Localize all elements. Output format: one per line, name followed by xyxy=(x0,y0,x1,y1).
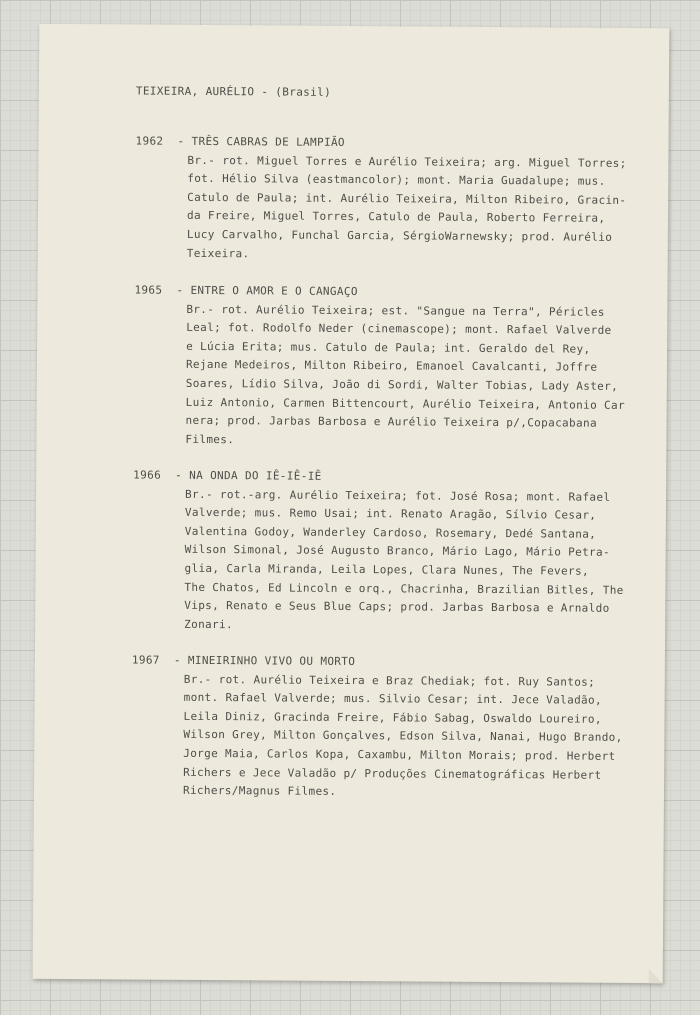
credit-line: Br.- rot. Aurélio Teixeira e Braz Chediak; fot. Ruy Santos; xyxy=(183,672,596,689)
credit-line: Leal; fot. Rodolfo Neder (cinemascope); mont. Rafael Valverde xyxy=(186,321,612,338)
credit-line: Br.- rot.-arg. Aurélio Teixeira; fot. José Rosa; mont. Rafael xyxy=(185,487,611,504)
credit-line: Wilson Grey, Milton Gonçalves, Edson Silva, Nanai, Hugo Brando, xyxy=(183,728,623,745)
credit-line: Br.- rot. Miguel Torres e Aurélio Teixeira; arg. Miguel Torres; xyxy=(187,153,627,170)
credit-line: glia, Carla Miranda, Leila Lopes, Clara Nunes, The Fevers, xyxy=(184,561,590,578)
credit-line: The Chatos, Ed Lincoln e orq., Chacrinha, Brazilian Bitles, The xyxy=(184,580,624,597)
credit-line: da Freire, Miguel Torres, Catulo de Paula, Roberto Ferreira, xyxy=(186,209,606,226)
entry-separator: - xyxy=(173,653,181,667)
credit-line: Valentina Godoy, Wanderley Cardoso, Rosemary, Dedé Santana, xyxy=(184,524,597,541)
entry-title: ENTRE O AMOR E O CANGAÇO xyxy=(190,283,358,299)
credit-line: Jorge Maia, Carlos Kopa, Caxambu, Milton Morais; prod. Herbert xyxy=(183,746,616,763)
page-heading: TEIXEIRA, AURÉLIO - (Brasil) xyxy=(135,84,332,99)
credit-line: Soares, Lídio Silva, João di Sordi, Walter Tobias, Lady Aster, xyxy=(185,376,619,393)
credit-line: nera; prod. Jarbas Barbosa e Aurélio Teixeira p/,Copacabana xyxy=(185,413,598,430)
entry-year: 1966 xyxy=(133,468,162,482)
credit-line: e Lúcia Erita; mus. Catulo de Paula; int. Geraldo del Rey, xyxy=(186,339,591,356)
credit-line: Br.- rot. Aurélio Teixeira; est. "Sangue na Terra", Péricles xyxy=(186,302,605,319)
entry-year: 1962 xyxy=(135,134,164,148)
credit-line: Rejane Medeiros, Milton Ribeiro, Emanoel Cavalcanti, Joffre xyxy=(185,358,598,375)
entry-credits xyxy=(184,485,653,637)
entry-credits xyxy=(187,151,656,266)
entry-title: NA ONDA DO IÊ-IÊ-IÊ xyxy=(189,468,322,483)
entry-title: TRÊS CABRAS DE LAMPIÃO xyxy=(191,134,345,149)
film-entry-1965 xyxy=(133,281,654,452)
credit-line: Luiz Antonio, Carmen Bittencourt, Aurélio Teixeira, Antonio Car xyxy=(185,395,626,412)
film-entry-1962 xyxy=(135,132,656,266)
credit-line: fot. Hélio Silva (eastmancolor); mont. Maria Guadalupe; mus. xyxy=(187,172,606,188)
entry-year: 1965 xyxy=(134,283,163,297)
folded-corner xyxy=(649,969,663,983)
credit-line: Lucy Carvalho, Funchal Garcia, SérgioWarnewsky; prod. Aurélio xyxy=(186,227,613,244)
credit-line: Richers/Magnus Filmes. xyxy=(182,783,337,799)
credit-line: Zonari. xyxy=(184,617,234,631)
entry-title: MINEIRINHO VIVO OU MORTO xyxy=(187,653,356,669)
credit-line: Vips, Renato e Seus Blue Caps; prod. Jarbas Barbosa e Arnaldo xyxy=(184,598,610,615)
credit-line: Teixeira. xyxy=(186,246,250,260)
credit-line: Leila Diniz, Gracinda Freire, Fábio Sabag, Oswaldo Loureiro, xyxy=(183,709,602,726)
credit-line: Richers e Jece Valadão p/ Produções Cinematográficas Herbert xyxy=(183,765,602,782)
typewritten-page xyxy=(33,24,670,983)
entry-credits xyxy=(183,670,652,803)
credit-line: Wilson Simonal, José Augusto Branco, Mário Lago, Mário Petra- xyxy=(184,543,611,560)
film-entry-1967 xyxy=(131,651,652,803)
credit-line: Valverde; mus. Remo Usai; int. Renato Aragão, Sílvio Cesar, xyxy=(184,506,597,522)
film-entry-1966 xyxy=(132,466,653,637)
entry-credits xyxy=(185,300,654,452)
credit-line: Catulo de Paula; int. Aurélio Teixeira, Milton Ribeiro, Gracin- xyxy=(187,190,627,207)
entry-separator: - xyxy=(175,468,183,482)
entry-year: 1967 xyxy=(131,653,160,667)
entry-separator: - xyxy=(177,134,185,148)
entry-separator: - xyxy=(176,283,184,297)
credit-line: mont. Rafael Valverde; mus. Silvio Cesar; int. Jece Valadão, xyxy=(183,691,603,707)
credit-line: Filmes. xyxy=(185,432,235,446)
